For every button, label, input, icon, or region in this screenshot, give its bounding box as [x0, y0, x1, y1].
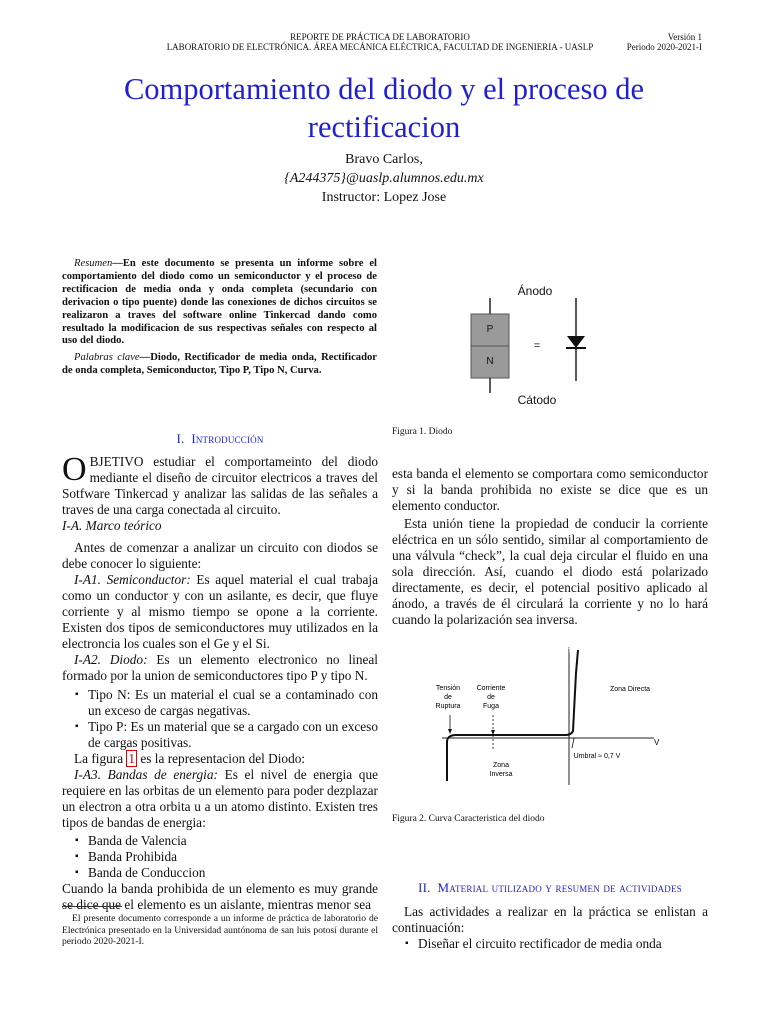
semiconductor-label: I-A1. Semiconductor: — [74, 572, 191, 587]
paragraph-band-cont: esta banda el elemento se comportara como semiconductor y si la banda prohibida no existe se dice que es un elemento conductor. — [392, 466, 708, 513]
figure-2 — [392, 645, 708, 795]
keywords-text: —Diodo, Rectificador de media onda, Rectificador de onda completa, Semiconductor, Tipo P, Tipo N, Curva. — [62, 352, 377, 377]
leak-label-1: Corriente — [476, 685, 506, 692]
paragraph-intro-a: Antes de comenzar a analizar un circuito con diodos se debe conocer lo siguiente: — [62, 540, 378, 571]
threshold-pointer — [572, 738, 574, 748]
paragraph-band-gap: Cuando la banda prohibida de un elemento es muy grande se dice que el elemento es un aislante, mientras menor sea — [62, 881, 378, 912]
list-item: ▪ Tipo P: Es un material que se a cargado con un exceso de cargas positivas. — [88, 719, 378, 751]
dropcap: O — [62, 451, 87, 488]
abstract — [62, 258, 377, 348]
author-name: Bravo Carlos, — [345, 152, 423, 167]
header-lab-name: LABORATORIO DE ELECTRÓNICA. ÁREA MECÁNICA ELÉCTRICA, FACULTAD DE INGENIERIA - UASLP — [166, 42, 594, 52]
footnote — [62, 913, 378, 948]
abstract-label: Resumen — [74, 258, 113, 269]
keywords — [62, 352, 377, 378]
bandas-label: I-A3. Bandas de energia: — [74, 767, 218, 782]
intro-paragraph — [62, 451, 378, 518]
figure-1-link[interactable]: 1 — [128, 751, 136, 766]
abstract-text: —En este documento se presenta un informe sobre el comportamiento del diodo como un semiconductor y el proceso de rectificacion de media onda y onda completa (secundario con derivacion o tipo puente) donde las conexiones de dichos circuitos se realizaron a traves del software online Tinkercad dando como resultado la modificacion de sus respectivas señales con respecto al uso del diodo. — [62, 258, 377, 347]
breakdown-label-2: de — [444, 694, 452, 701]
author-email: {A244375}@uaslp.alumnos.edu.mx — [284, 171, 484, 186]
running-header — [150, 32, 610, 52]
breakdown-label-3: Ruptura — [435, 703, 461, 710]
i-axis-label: i — [568, 646, 570, 655]
figure-ref-post: es la representacion del Diodo: — [137, 751, 306, 766]
subsection-a-heading: I-A. Marco teórico — [62, 518, 162, 533]
iv-curve-chart — [392, 645, 708, 795]
header-version: Versión 1 — [667, 32, 702, 42]
breakdown-arrow-icon — [448, 729, 452, 734]
figure-2-caption: Figura 2. Curva Caracteristica del diodo — [392, 814, 545, 824]
footnote-rule — [62, 906, 122, 907]
instructor-name: Instructor: Lopez Jose — [321, 190, 447, 205]
figure-1 — [392, 275, 708, 415]
v-axis-label: V — [654, 738, 660, 747]
paragraph-semiconductor — [62, 572, 378, 652]
right-column-body — [392, 466, 708, 628]
list-item: ▪ Banda de Valencia — [88, 833, 378, 849]
list-item: ▪ Diseñar el circuito rectificador de media onda — [418, 936, 708, 952]
anode-label: Ánodo — [517, 284, 553, 298]
section-2-body — [392, 904, 708, 952]
keywords-label: Palabras clave — [74, 352, 140, 364]
list-item: ▪ Banda Prohibida — [88, 849, 378, 865]
breakdown-label-1: Tensión — [435, 685, 461, 692]
band-list — [62, 833, 378, 881]
figure-1-caption: Figura 1. Diodo — [392, 427, 453, 437]
diode-symbol-icon — [567, 336, 585, 348]
leak-label-3: Fuga — [483, 703, 499, 710]
semiconductor-text: Es aquel material el cual trabaja como un conductor y con un asilante, es decir, que fluye corriente y al mismo tiempo se opone a la corriente. Existen dos tipos de semiconductores muy utilizados en la electroncia los cuales son el Ge y el Si. — [62, 572, 379, 651]
paragraph-figure-ref — [62, 751, 378, 767]
reverse-zone-label-1: Zona — [493, 762, 509, 769]
header-report-title: REPORTE DE PRÁCTICA DE LABORATORIO — [290, 32, 470, 42]
section-1-number: I. — [176, 431, 185, 446]
bandas-text: Es el nivel de energia que requiere en las orbitas de un elemento para poder dezplazar un electron a otra orbita u a un atomo distinto. Existen tres tipos de bandas de energia: — [62, 767, 378, 830]
pn-type-list — [62, 687, 378, 751]
section-1-heading — [62, 431, 378, 447]
activities-list — [392, 936, 708, 952]
cathode-label: Cátodo — [517, 393, 557, 407]
paragraph-diodo — [62, 652, 378, 684]
diodo-text: Es un elemento electronico no lineal formado por la union de semiconductores tipo P y tipo N. — [62, 652, 378, 683]
paper-title: Comportamiento del diodo y el proceso de rectificacion — [123, 72, 645, 144]
paragraph-check-valve: Esta unión tiene la propiedad de conducir la corriente eléctrica en un sólo sentido, similar al comportamiento de una válvula “check”, la cual deja circular el fluido en una sola dirección. Así, cuando el diodo está polarizado directamente, es decir, el potencial positivo aplicado al ánodo, a través de él circulará la corriente y no lo hará cuando la polarización sea inversa. — [392, 516, 708, 627]
iv-curve — [447, 650, 578, 781]
footnote-text: El presente documento corresponde a un informe de práctica de laboratorio de Electrónica presentado en la Universidad auntónoma de san luis potosí durante el periodo 2020-2021-I. — [62, 913, 378, 947]
diodo-label: I-A2. Diodo: — [74, 652, 148, 667]
header-version-block — [627, 32, 702, 52]
abstract-block — [62, 258, 377, 382]
figure-ref-pre: La figura — [74, 751, 127, 766]
forward-zone-label: Zona Directa — [609, 686, 651, 693]
section-2-heading — [392, 880, 708, 896]
equals-sign: = — [533, 340, 541, 352]
section-1-title: Introducción — [191, 431, 264, 446]
list-item: ▪ Tipo N: Es un material el cual se a contaminado con un exceso de cargas negativas. — [88, 687, 378, 719]
paragraph-bandas — [62, 767, 378, 831]
n-label: N — [486, 356, 494, 367]
header-period: Periodo 2020-2021-I — [626, 42, 702, 52]
diode-diagram — [392, 275, 708, 415]
reverse-zone-label-2: Inversa — [489, 771, 513, 778]
section-2-number: II. — [418, 880, 431, 895]
leak-label-2: de — [487, 694, 495, 701]
section-2-title: Material utilizado y resumen de actividades — [437, 880, 682, 895]
list-item: ▪ Banda de Conduccion — [88, 865, 378, 881]
intro-text: BJETIVO estudiar el comportameinto del diodo mediante el diseño de circuitor electricos a traves del Sotfware Tinkercad y analizar las salidas de las señales a traves de una carga conectada al circuito. — [62, 454, 378, 517]
p-label: P — [486, 324, 494, 335]
left-column-body — [62, 451, 379, 913]
paragraph-activities: Las actividades a realizar en la práctica se enlistan a continuación: — [392, 904, 708, 935]
threshold-label: Umbral ≈ 0,7 V — [573, 753, 621, 760]
